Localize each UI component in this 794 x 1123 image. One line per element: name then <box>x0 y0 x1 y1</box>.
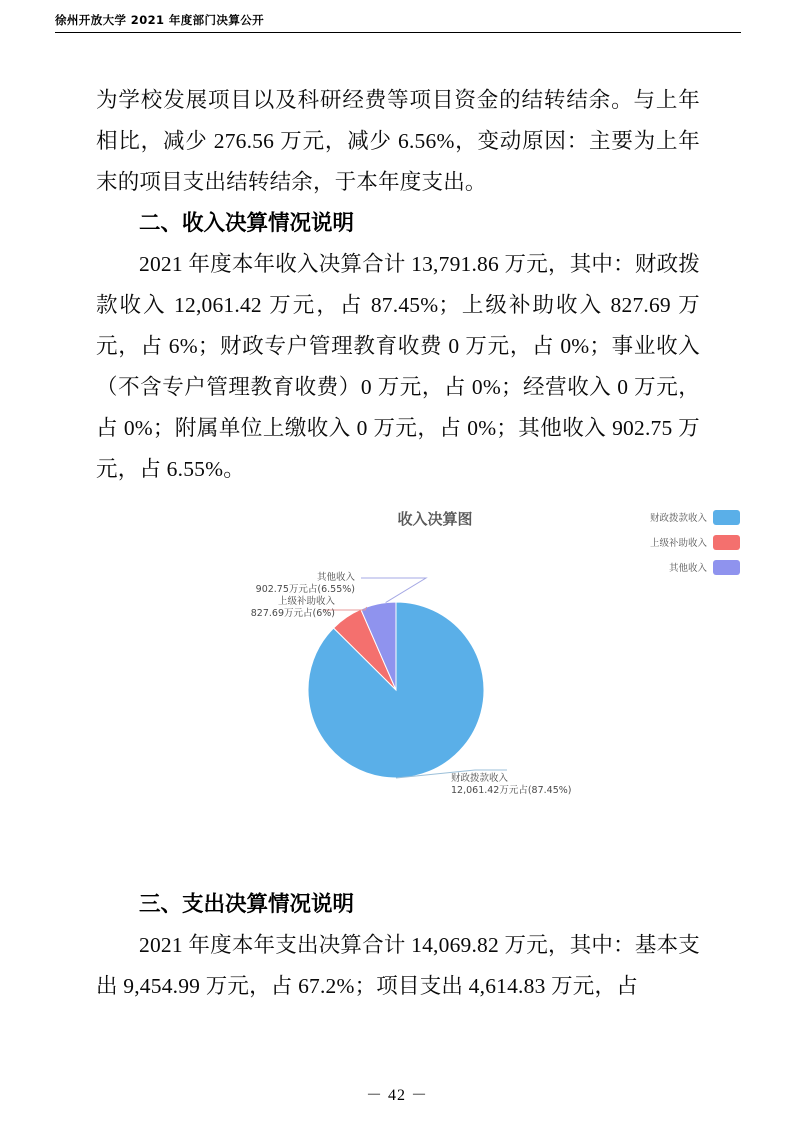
legend-label-2: 其他收入 <box>668 563 707 574</box>
pie-callout-other-income-value: 902.75万元占(6.55%) <box>255 584 355 595</box>
header-rule-divider <box>55 32 741 33</box>
document-body-expense <box>96 884 700 1007</box>
pie-callout-fiscal-appropriation-name: 财政拨款收入 <box>451 773 509 784</box>
paragraph-income-summary: 2021 年度本年收入决算合计 13,791.86 万元，其中：财政拨款收入 12,061.42 万元，占 87.45%；上级补助收入 827.69 万元，占 6%；财政专户管理教育收费 0 万元，占 0%；事业收入（不含专户管理教育收费）0 万元，占 0%；经营收入 0 万元，占 0%；附属单位上缴收入 0 万元，占 0%；其他收入 902.75 万元，占 6.55%。 <box>96 252 700 481</box>
section-heading-expense: 三、支出决算情况说明 <box>139 892 355 916</box>
chart-title: 收入决算图 <box>397 510 473 528</box>
pie-callout-fiscal-appropriation-value: 12,061.42万元占(87.45%) <box>451 785 572 796</box>
legend-label-1: 上级补助收入 <box>649 538 707 549</box>
section-heading-income: 二、收入决算情况说明 <box>139 211 355 235</box>
paragraph-expense-summary: 2021 年度本年支出决算合计 14,069.82 万元，其中：基本支出 9,454.99 万元，占 67.2%；项目支出 4,614.83 万元，占 <box>96 933 700 998</box>
page-number-footer: － 42 － <box>365 1087 428 1104</box>
pie-leader-line-2 <box>361 578 426 603</box>
paragraph-carryover-balance: 为学校发展项目以及科研经费等项目资金的结转结余。与上年相比，减少 276.56 万元，减少 6.56%，变动原因：主要为上年末的项目支出结转结余，于本年度支出。 <box>96 88 700 194</box>
document-body <box>96 80 700 490</box>
pie-callout-other-income-name: 其他收入 <box>316 572 355 583</box>
income-final-accounts-chart <box>55 498 745 828</box>
running-header-title: 徐州开放大学 2021 年度部门决算公开 <box>55 13 265 27</box>
pie-callout-fiscal-appropriation <box>451 773 671 797</box>
pie-callout-superior-subsidy <box>155 596 335 620</box>
pie-callout-superior-subsidy-value: 827.69万元占(6%) <box>250 608 335 619</box>
pie-callout-other-income <box>175 572 355 596</box>
pie-callout-superior-subsidy-name: 上级补助收入 <box>277 596 335 607</box>
legend-label-0: 财政拨款收入 <box>649 513 707 524</box>
pie-slice-group <box>308 602 484 778</box>
